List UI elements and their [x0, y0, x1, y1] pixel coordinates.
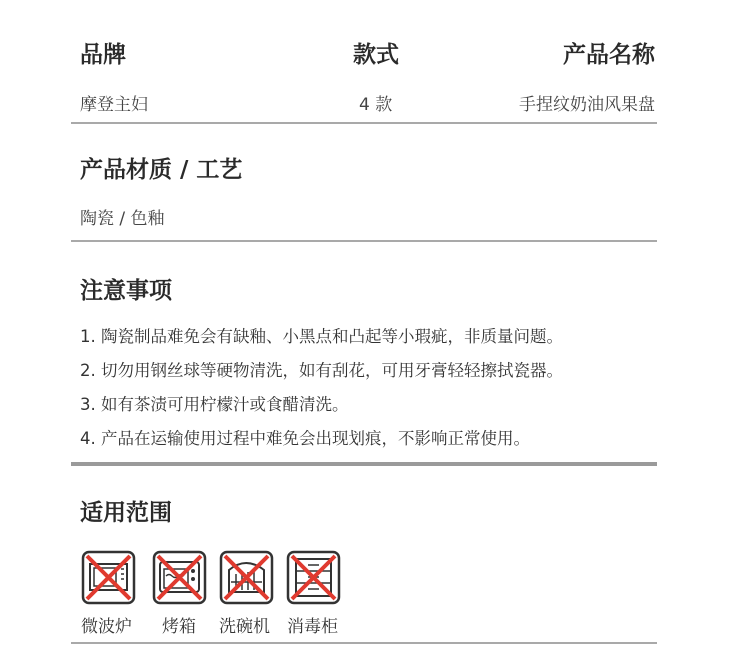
notes-heading: 注意事项: [80, 278, 172, 304]
divider: [71, 642, 657, 644]
style-value: 4 款: [359, 95, 393, 115]
usage-label-oven: 烤箱: [162, 617, 196, 637]
usage-label-dishwasher: 洗碗机: [219, 617, 270, 637]
style-header: 款式: [353, 42, 399, 68]
note-item: 2. 切勿用钢丝球等硬物清洗，如有刮花，可用牙膏轻轻擦拭瓷器。: [80, 361, 563, 380]
oven-prohibited-icon: [152, 550, 207, 605]
sterilizer-cabinet-prohibited-icon: [286, 550, 341, 605]
dishwasher-prohibited-icon: [219, 550, 274, 605]
brand-value: 摩登主妇: [80, 95, 148, 115]
product-name-value: 手捏纹奶油风果盘: [519, 95, 655, 115]
note-item: 3. 如有茶渍可用柠檬汁或食醋清洗。: [80, 395, 349, 414]
usage-label-sterilizer: 消毒柜: [287, 617, 338, 637]
divider: [71, 240, 657, 242]
note-item: 4. 产品在运输使用过程中难免会出现划痕，不影响正常使用。: [80, 429, 530, 448]
divider: [71, 462, 657, 466]
usage-label-microwave: 微波炉: [81, 617, 132, 637]
microwave-prohibited-icon: [81, 550, 136, 605]
brand-header: 品牌: [80, 42, 126, 68]
note-item: 1. 陶瓷制品难免会有缺釉、小黑点和凸起等小瑕疵，非质量问题。: [80, 327, 563, 346]
material-value: 陶瓷 / 色釉: [80, 209, 165, 229]
material-heading: 产品材质 / 工艺: [80, 157, 243, 183]
divider: [71, 122, 657, 124]
usage-heading: 适用范围: [80, 500, 172, 526]
product-name-header: 产品名称: [563, 42, 655, 68]
